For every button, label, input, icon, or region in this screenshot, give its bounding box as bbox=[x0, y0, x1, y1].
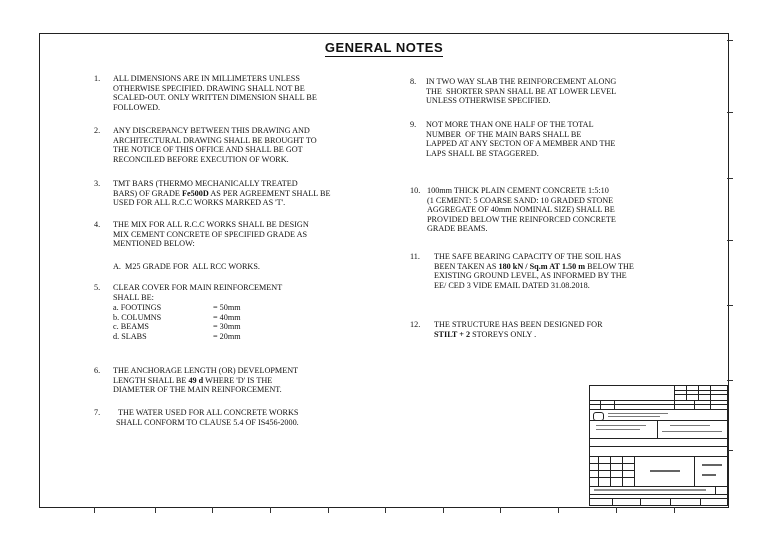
note-line: ARCHITECTURAL DRAWING SHALL BE BROUGHT TO bbox=[113, 135, 317, 145]
note-line: LENGTH SHALL BE 49 d WHERE 'D' IS THE bbox=[113, 375, 273, 385]
note-line: NOT MORE THAN ONE HALF OF THE TOTAL bbox=[426, 120, 594, 129]
cover-value: = 20mm bbox=[213, 331, 241, 341]
note-line: NUMBER OF THE MAIN BARS SHALL BE bbox=[426, 129, 582, 139]
cover-value: = 40mm bbox=[213, 312, 241, 322]
note-number: 2. bbox=[94, 126, 101, 135]
note-line: THE NOTICE OF THIS OFFICE AND SHALL BE GOT bbox=[113, 145, 303, 155]
storey-count: STILT + 2 bbox=[434, 329, 471, 339]
note-number: 11. bbox=[410, 252, 420, 261]
note-number: 3. bbox=[94, 179, 101, 188]
note-line: TMT BARS (THERMO MECHANICALLY TREATED bbox=[113, 179, 298, 188]
note-line: THE ANCHORAGE LENGTH (OR) DEVELOPMENT bbox=[113, 366, 299, 375]
note-number: 4. bbox=[94, 220, 101, 229]
title-block bbox=[589, 385, 728, 506]
cover-label: b. COLUMNS bbox=[113, 312, 162, 322]
note-line: (1 CEMENT: 5 COARSE SAND: 10 GRADED STONE bbox=[427, 195, 614, 205]
note-line: STILT + 2 STOREYS ONLY . bbox=[434, 329, 537, 339]
note-line: MIX CEMENT CONCRETE OF SPECIFIED GRADE AS bbox=[113, 229, 308, 239]
cover-value: = 30mm bbox=[213, 322, 241, 332]
note-line: ALL DIMENSIONS ARE IN MILLIMETERS UNLESS bbox=[113, 74, 300, 83]
note-line: BARS) OF GRADE Fe500D AS PER AGREEMENT SHALL BE bbox=[113, 188, 331, 198]
note-number: 10. bbox=[410, 186, 421, 195]
note-line: IN TWO WAY SLAB THE REINFORCEMENT ALONG bbox=[426, 77, 617, 86]
note-number: 6. bbox=[94, 366, 101, 375]
anchorage-length: 49 d bbox=[188, 375, 204, 385]
note-line: OTHERWISE SPECIFIED. DRAWING SHALL NOT BE bbox=[113, 83, 305, 93]
note-line: THE WATER USED FOR ALL CONCRETE WORKS bbox=[118, 408, 299, 417]
note-line: GRADE BEAMS. bbox=[427, 224, 488, 234]
note-number: 8. bbox=[410, 77, 417, 86]
page-title: GENERAL NOTES bbox=[324, 40, 444, 55]
note-line: MENTIONED BELOW: bbox=[113, 239, 195, 249]
note-line: THE SHORTER SPAN SHALL BE AT LOWER LEVEL bbox=[426, 86, 617, 96]
note-line: ANY DISCREPANCY BETWEEN THIS DRAWING AND bbox=[113, 126, 310, 135]
note-line: AGGREGATE OF 40mm NOMINAL SIZE) SHALL BE bbox=[427, 205, 615, 215]
note-number: 5. bbox=[94, 283, 101, 292]
note-line: EXISTING GROUND LEVEL, AS INFORMED BY THE bbox=[434, 271, 627, 281]
note-line: THE SAFE BEARING CAPACITY OF THE SOIL HAS bbox=[434, 252, 622, 261]
note-line: THE STRUCTURE HAS BEEN DESIGNED FOR bbox=[434, 320, 603, 329]
cover-label: c. BEAMS bbox=[113, 322, 149, 332]
cover-label: a. FOOTINGS bbox=[113, 303, 162, 312]
note-line: SHALL CONFORM TO CLAUSE 5.4 OF IS456-2000. bbox=[116, 417, 299, 427]
note-line: 100mm THICK PLAIN CEMENT CONCRETE 1:5:10 bbox=[427, 186, 609, 195]
note-number: 7. bbox=[94, 408, 101, 417]
cover-value: = 50mm bbox=[213, 303, 241, 312]
note-line: BEEN TAKEN AS 180 kN / Sq.m AT 1.50 m BELOW THE bbox=[434, 261, 634, 271]
note-line: UNLESS OTHERWISE SPECIFIED. bbox=[426, 96, 551, 106]
note-number: 1. bbox=[94, 74, 101, 83]
steel-grade: Fe500D bbox=[181, 188, 209, 198]
note-line: SHALL BE: bbox=[113, 292, 154, 302]
note-number: 12. bbox=[410, 320, 421, 329]
note-line: USED FOR ALL R.C.C WORKS MARKED AS 'T'. bbox=[113, 198, 286, 208]
cover-label: d. SLABS bbox=[113, 331, 147, 341]
note-line: THE MIX FOR ALL R.C.C WORKS SHALL BE DESIGN bbox=[113, 220, 309, 229]
bearing-capacity: 180 kN / Sq.m AT 1.50 m bbox=[498, 261, 586, 271]
note-line: LAPS SHALL BE STAGGERED. bbox=[426, 148, 539, 158]
note-line: CLEAR COVER FOR MAIN REINFORCEMENT bbox=[113, 283, 283, 292]
note-line: RECONCILED BEFORE EXECUTION OF WORK. bbox=[113, 154, 289, 164]
note-line: PROVIDED BELOW THE REINFORCED CONCRETE bbox=[427, 214, 616, 224]
note-line: SCALED-OUT. ONLY WRITTEN DIMENSION SHALL BE bbox=[113, 93, 317, 103]
note-line: LAPPED AT ANY SECTON OF A MEMBER AND THE bbox=[426, 139, 616, 149]
note-line: FOLLOWED. bbox=[113, 102, 161, 112]
note-4a-line: A. M25 GRADE FOR ALL RCC WORKS. bbox=[113, 262, 260, 271]
note-number: 9. bbox=[410, 120, 417, 129]
note-line: EE/ CED 3 VIDE EMAIL DATED 31.08.2018. bbox=[434, 280, 590, 290]
note-line: DIAMETER OF THE MAIN REINFORCEMENT. bbox=[113, 385, 282, 395]
